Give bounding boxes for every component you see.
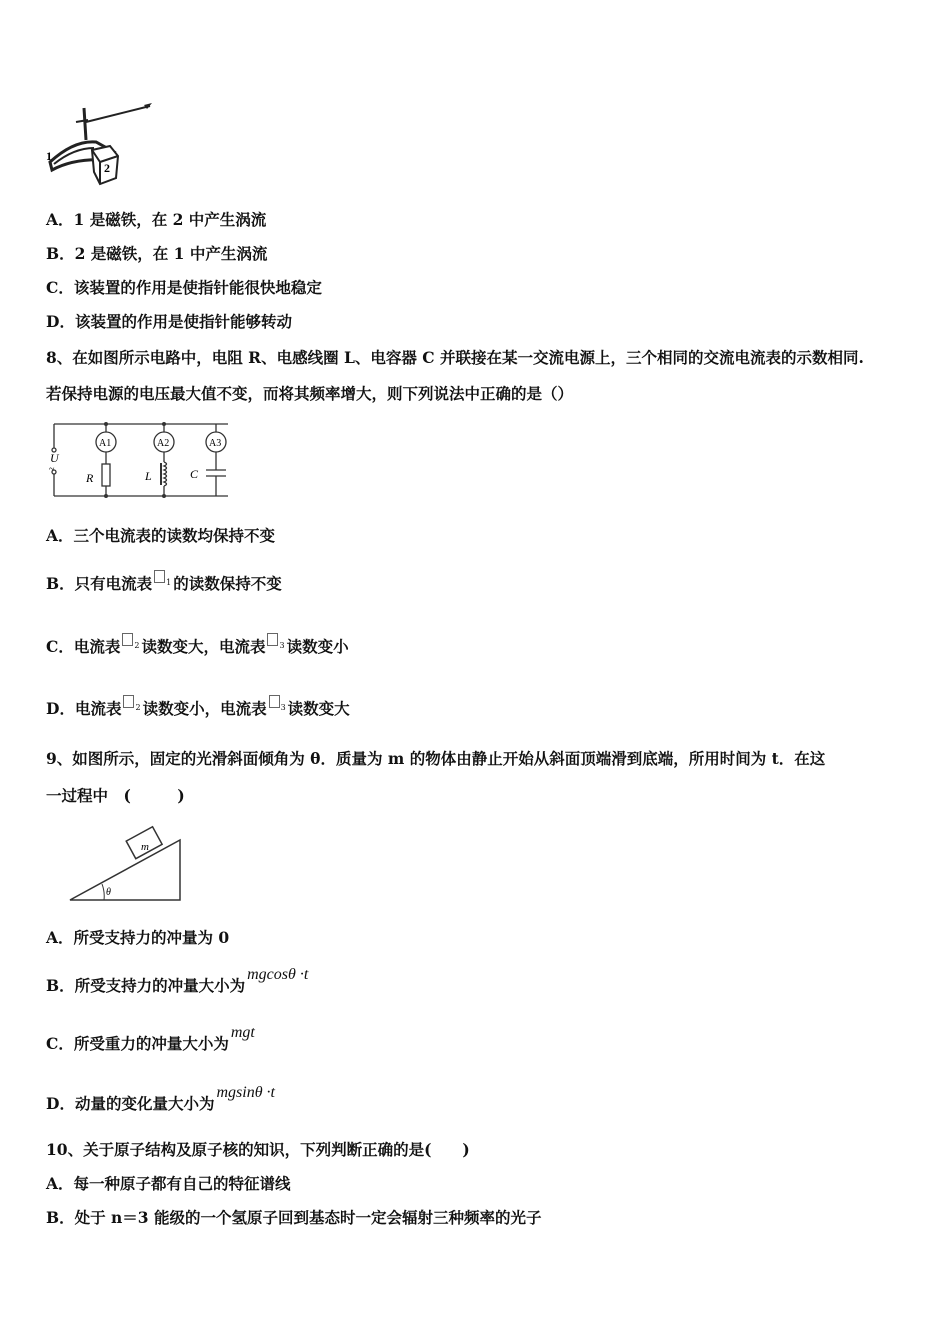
ac-symbol: ~ (49, 464, 55, 475)
capacitor-label: C (190, 467, 199, 481)
q9-option-c[interactable]: C．所受重力的冲量大小为mgt (46, 1024, 255, 1053)
q10-option-b[interactable]: B．处于 n＝3 能级的一个氢原子回到基态时一定会辐射三种频率的光子 (46, 1208, 542, 1227)
formula: mgsinθ ·t (216, 1084, 275, 1101)
formula: mgt (230, 1024, 255, 1041)
q9-stem-line1: 9、如图所示，固定的光滑斜面倾角为 θ．质量为 m 的物体由静止开始从斜面顶端滑到底端，所用时间为 t．在这 (46, 749, 826, 768)
missing-glyph-box (269, 695, 280, 708)
mass-label: m (141, 841, 149, 853)
ammeter-a2: A2 (157, 438, 170, 449)
q9-stem-line2: 一过程中 ( ) (46, 786, 185, 805)
source-voltage-label: U (50, 451, 59, 465)
q8-option-d[interactable]: D．电流表 $^2$ 读数变小，电流表 $^3$ 读数变大 (46, 699, 350, 722)
q7-option-a[interactable]: A．1 是磁铁，在 2 中产生涡流 (46, 210, 267, 229)
figure-label-1: 1 (46, 149, 52, 163)
incline-figure (64, 824, 188, 906)
q8-option-b[interactable]: B．只有电流表 $^1$ 的读数保持不变 (46, 574, 282, 597)
missing-glyph-box (122, 633, 133, 646)
q10-option-a[interactable]: A．每一种原子都有自己的特征谱线 (46, 1174, 291, 1193)
damping-device-figure (44, 100, 156, 192)
figure-label-2: 2 (104, 161, 110, 175)
ammeter-a3: A3 (209, 438, 222, 449)
ammeter-a1: A1 (99, 438, 112, 449)
q8-stem-line1: 8、在如图所示电路中，电阻 R、电感线圈 L、电容器 C 并联接在某一交流电源上，三个相同的交流电流表的示数相同. (46, 348, 864, 367)
q7-option-d[interactable]: D．该装置的作用是使指针能够转动 (46, 312, 292, 331)
q8-stem-line2: 若保持电源的电压最大值不变，而将其频率增大，则下列说法中正确的是（） (46, 384, 574, 403)
q8-option-a[interactable]: A．三个电流表的读数均保持不变 (46, 526, 276, 545)
q10-stem: 10、关于原子结构及原子核的知识，下列判断正确的是( ) (46, 1140, 470, 1159)
q9-option-d[interactable]: D．动量的变化量大小为mgsinθ ·t (46, 1084, 275, 1113)
q9-option-b[interactable]: B．所受支持力的冲量大小为mgcosθ ·t (46, 966, 309, 995)
angle-label: θ (106, 887, 111, 898)
rlc-circuit-figure (44, 418, 234, 502)
missing-glyph-box (154, 570, 165, 583)
formula: mgcosθ ·t (247, 966, 309, 983)
missing-glyph-box (123, 695, 134, 708)
inductor-label: L (145, 469, 152, 483)
resistor-label: R (86, 471, 94, 485)
q7-option-c[interactable]: C．该装置的作用是使指针能很快地稳定 (46, 278, 322, 297)
q7-option-b[interactable]: B．2 是磁铁，在 1 中产生涡流 (46, 244, 268, 263)
missing-glyph-box (267, 633, 278, 646)
q8-option-c[interactable]: C．电流表 $^2$ 读数变大，电流表 $^3$ 读数变小 (46, 637, 349, 660)
q9-option-a[interactable]: A．所受支持力的冲量为 0 (46, 928, 230, 947)
